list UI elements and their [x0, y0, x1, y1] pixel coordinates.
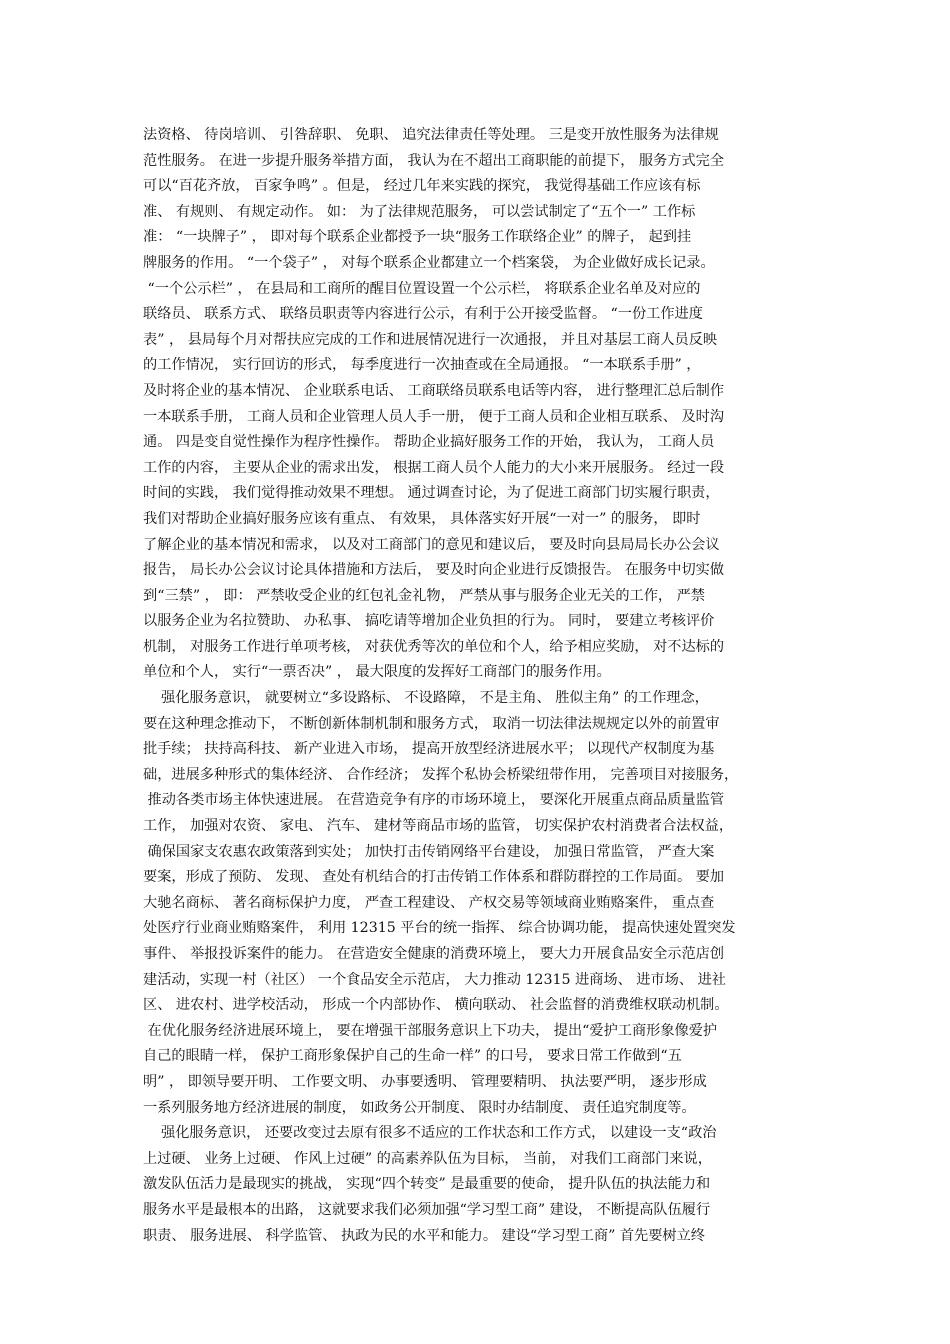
text-line: 强化服务意识， 就要树立“多设路标、 不设路障， 不是主角、 胜似主角” 的工作理念，	[143, 690, 709, 707]
text-line: 事件、 举报投诉案件的能力。 在营造安全健康的消费环境上， 要大力开展食品安全示范店创	[143, 946, 725, 962]
text-line: 机制， 对服务工作进行单项考核， 对获优秀等次的单位和个人，给予相应奖励， 对不达标的	[143, 638, 725, 655]
text-line: 处医疗行业商业贿赂案件， 利用 12315 平台的统一指挥、 综合协调功能， 提高快速处置突发	[143, 920, 736, 937]
text-line: 大驰名商标、 著名商标保护力度， 严查工程建设、 产权交易等领域商业贿赂案件， 重点查	[143, 894, 715, 911]
text-line: 在优化服务经济进展环境上， 要在增强干部服务意识上下功夫， 提出“爱护工商形象像爱护	[143, 1022, 718, 1039]
text-line: 通。 四是变自觉性操作为程序性操作。 帮助企业搞好服务工作的开始， 我认为， 工商人员	[143, 434, 715, 451]
text-line: 确保国家支农惠农政策落到实处； 加快打击传销网络平台建设， 加强日常监管， 严查大案	[143, 843, 715, 860]
text-line: 时间的实践， 我们觉得推动效果不理想。 通过调查讨论，为了促进工商部门切实履行职责，	[143, 485, 720, 502]
text-line: 明” ， 即领导要开明、 工作要文明、 办事要透明、 管理要精明、 执法要严明， 逐步形成	[143, 1073, 707, 1090]
text-line: 范性服务。 在进一步提升服务举措方面， 我认为在不超出工商职能的前提下， 服务方式完全	[143, 152, 725, 169]
text-line: 准、 有规则、 有规定动作。 如： 为了法律规范服务， 可以尝试制定了“五个一” 工作标	[143, 203, 696, 220]
text-line: 区、 进农村、进学校活动， 形成一个内部协作、 横向联动、 社会监督的消费维权联动机制。	[143, 997, 729, 1014]
text-line: 强化服务意识， 还要改变过去原有很多不适应的工作状态和工作方式， 以建设一支“政治	[143, 1125, 717, 1142]
text-line: “一个公示栏” ， 在县局和工商所的醒目位置设置一个公示栏， 将联系企业名单及对应的	[143, 280, 701, 297]
text-line: 法资格、 待岗培训、 引咎辞职、 免职、 追究法律责任等处理。 三是变开放性服务为法律规	[143, 127, 719, 143]
text-line: 批手续； 扶持高科技、 新产业进入市场， 提高开放型经济进展水平； 以现代产权制度为基	[143, 741, 715, 758]
text-line: 表” ， 县局每个月对帮扶应完成的工作和进展情况进行一次通报， 并且对基层工商人员反映	[143, 331, 718, 348]
text-line: 准： “一块牌子” ， 即对每个联系企业都授予一块“服务工作联络企业” 的牌子， 起到挂	[143, 229, 692, 246]
text-line: 联络员、 联系方式、 联络员职责等内容进行公示，有利于公开接受监督。 “一份工作进度	[143, 306, 703, 323]
text-line: 牌服务的作用。 “一个袋子” ， 对每个联系企业都建立一个档案袋， 为企业做好成长记录。	[143, 254, 715, 271]
text-line: 自己的眼睛一样， 保护工商形象保护自己的生命一样” 的口号， 要求日常工作做到“五	[143, 1048, 682, 1065]
document-body	[143, 123, 811, 1249]
text-line: 及时将企业的基本情况、 企业联系电话、 工商联络员联系电话等内容， 进行整理汇总后制作	[143, 382, 725, 399]
text-line: 一本联系手册， 工商人员和企业管理人员人手一册， 便于工商人员和企业相互联系、 及时沟	[143, 408, 725, 425]
text-line: 报告， 局长办公会议讨论具体措施和方法后， 要及时向企业进行反馈报告。 在服务中切实做	[143, 562, 725, 579]
text-line: 推动各类市场主体快速进展。 在营造竞争有序的市场环境上， 要深化开展重点商品质量监管	[143, 792, 725, 809]
text-line: 职责、 服务进展、 科学监管、 执政为民的水平和能力。 建设“学习型工商” 首先要树立终	[143, 1227, 705, 1244]
text-line: 了解企业的基本情况和需求， 以及对工商部门的意见和建议后， 要及时向县局局长办公会议	[143, 536, 720, 553]
text-line: 要案，形成了预防、 发现、 查处有机结合的打击传销工作体系和群防群控的工作局面。 要加	[143, 869, 725, 886]
text-line: 工作， 加强对农资、 家电、 汽车、 建材等商品市场的监管， 切实保护农村消费者合法权益，	[143, 818, 734, 835]
text-line: 工作的内容， 主要从企业的需求出发， 根据工商人员个人能力的大小来开展服务。 经过一段	[143, 459, 725, 476]
text-line: 上过硬、 业务上过硬、 作风上过硬” 的高素养队伍为目标， 当前， 对我们工商部门来说，	[143, 1150, 712, 1167]
text-line: 建活动，实现一村（社区） 一个食品安全示范店， 大力推动 12315 进商场、 进市场、 进社	[143, 971, 726, 988]
text-line: 服务水平是最根本的出路， 这就要求我们必须加强“学习型工商” 建设， 不断提高队伍履行	[143, 1201, 711, 1218]
text-line: 可以“百花齐放， 百家争鸣” 。但是， 经过几年来实践的探究， 我觉得基础工作应该有标	[143, 178, 701, 195]
text-line: 要在这种理念推动下， 不断创新体制机制和服务方式， 取消一切法律法规规定以外的前置审	[143, 715, 720, 732]
text-line: 到“三禁” ， 即： 严禁收受企业的红包礼金礼物， 严禁从事与服务企业无关的工作， 严禁	[143, 587, 705, 604]
text-line: 我们对帮助企业搞好服务应该有重点、 有效果， 具体落实好开展“一对一” 的服务， 即时	[143, 510, 701, 527]
text-line: 的工作情况， 实行回访的形式， 每季度进行一次抽查或在全局通报。 “一本联系手册” ，	[143, 357, 701, 374]
text-line: 一系列服务地方经济进展的制度， 如政务公开制度、 限时办结制度、 责任追究制度等。	[143, 1099, 696, 1116]
text-line: 础，进展多种形式的集体经济、 合作经济； 发挥个私协会桥梁纽带作用， 完善项目对接服务，	[143, 766, 739, 783]
text-line: 以服务企业为名拉赞助、 办私事、 搞吃请等增加企业负担的行为。 同时， 要建立考核评价	[143, 613, 715, 630]
text-line: 激发队伍活力是最现实的挑战， 实现“四个转变” 是最重要的使命， 提升队伍的执法能力和	[143, 1176, 711, 1193]
text-line: 单位和个人， 实行“一票否决” ， 最大限度的发挥好工商部门的服务作用。	[143, 664, 611, 681]
